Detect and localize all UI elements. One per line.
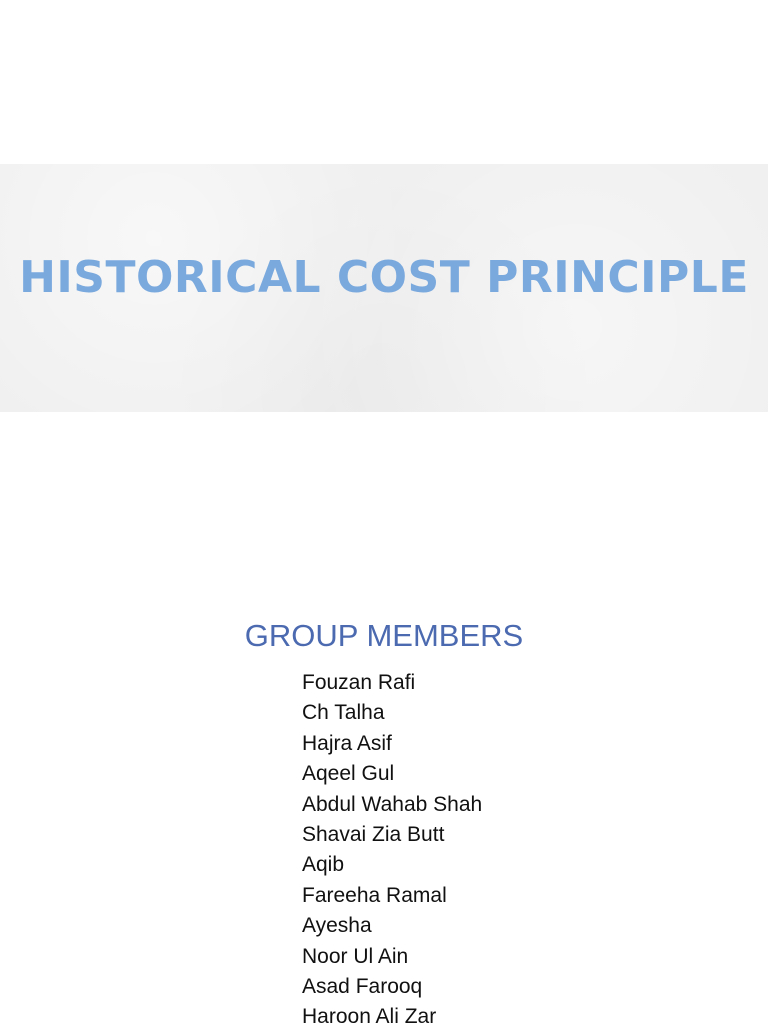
member-name: Ayesha bbox=[302, 914, 372, 938]
member-name: Abdul Wahab Shah bbox=[302, 792, 483, 816]
member-name: Asad Farooq bbox=[302, 974, 423, 998]
member-name: Shavai Zia Butt bbox=[302, 822, 445, 846]
member-name: Haroon Ali Zar bbox=[302, 1005, 437, 1029]
member-list bbox=[302, 668, 482, 1033]
title-banner bbox=[0, 164, 768, 412]
member-name: Hajra Asif bbox=[302, 731, 392, 755]
group-members-heading: GROUP MEMBERS bbox=[244, 618, 524, 653]
member-name: Fouzan Rafi bbox=[302, 671, 416, 694]
slide-title: HISTORICAL COST PRINCIPLE bbox=[19, 252, 749, 303]
member-name: Ch Talha bbox=[302, 701, 385, 725]
member-name: Noor Ul Ain bbox=[302, 944, 409, 968]
member-name: Fareeha Ramal bbox=[302, 883, 447, 907]
member-name: Aqib bbox=[302, 853, 345, 877]
member-name: Aqeel Gul bbox=[302, 762, 395, 786]
